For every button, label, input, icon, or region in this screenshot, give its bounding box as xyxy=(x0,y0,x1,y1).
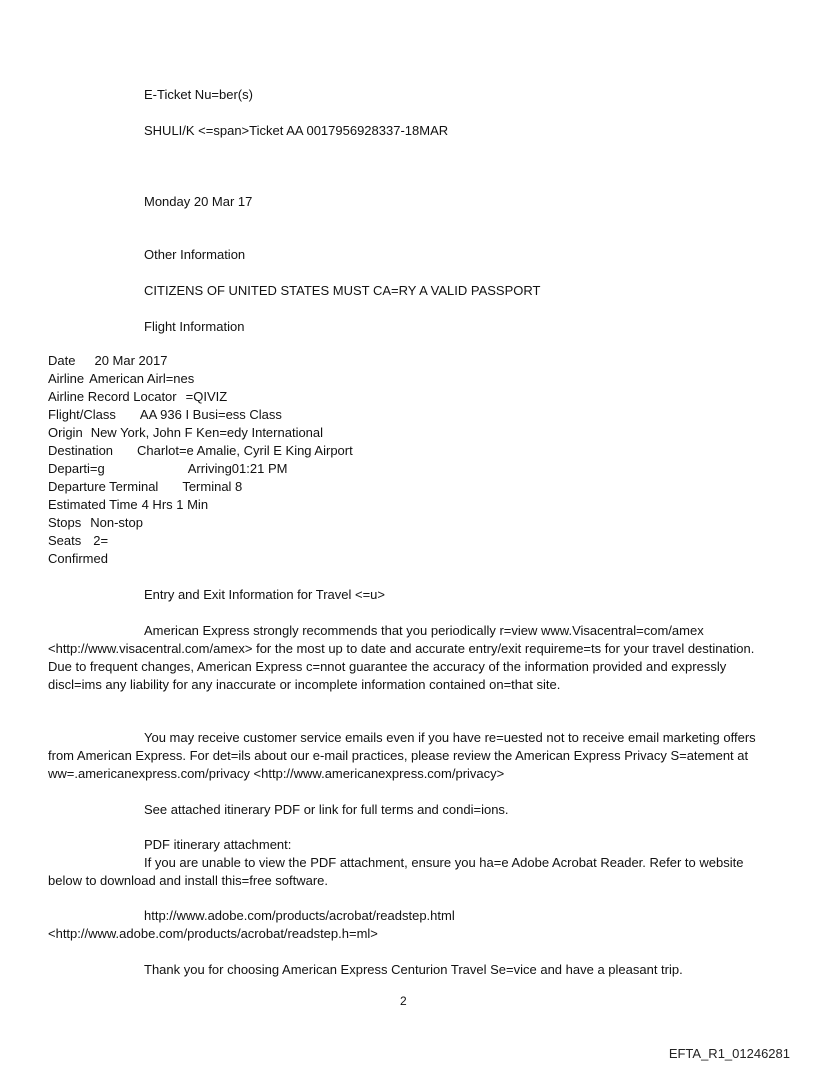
destination-value: Charlot=e Amalie, Cyril E King Airport xyxy=(137,443,353,458)
flight-details xyxy=(48,352,353,568)
flight-stops-row xyxy=(48,514,353,532)
class-label: Flight/Class xyxy=(48,407,116,422)
estimated-value: 4 Hrs 1 Min xyxy=(141,497,209,512)
adobe-link-alt[interactable]: <http://www.adobe.com/products/acrobat/readstep.h=ml> xyxy=(48,926,378,941)
pdf-text: If you are unable to view the PDF attachment, ensure you ha=e Adobe Acrobat Reader. Refer to website below to download and install this=free software. xyxy=(48,855,744,888)
locator-value: =QIVIZ xyxy=(185,389,228,404)
departing-label: Departi=g xyxy=(48,461,105,476)
flight-terminal-row xyxy=(48,478,353,496)
arriving-value: Arriving01:21 PM xyxy=(187,461,288,476)
terminal-value: Terminal 8 xyxy=(182,479,243,494)
airline-value: American Airl=nes xyxy=(89,371,195,386)
seats-label: Seats xyxy=(48,533,82,548)
entry-exit-heading: Entry and Exit Information for Travel <=u> xyxy=(144,587,385,602)
flight-estimated-row xyxy=(48,496,353,514)
flight-class-row xyxy=(48,406,353,424)
estimated-label: Estimated Time xyxy=(48,497,138,512)
adobe-link[interactable]: http://www.adobe.com/products/acrobat/readstep.html xyxy=(144,908,455,923)
citizens-notice: CITIZENS OF UNITED STATES MUST CA=RY A VALID PASSPORT xyxy=(144,283,541,298)
amex-recommend-paragraph xyxy=(48,622,770,694)
stops-value: Non-stop xyxy=(90,515,143,530)
page-number: 2 xyxy=(400,994,407,1008)
flight-info-heading: Flight Information xyxy=(144,319,245,334)
eticket-line: SHULI/K <=span>Ticket AA 0017956928337-18MAR xyxy=(144,123,449,138)
other-info-heading: Other Information xyxy=(144,247,246,262)
origin-label: Origin xyxy=(48,425,83,440)
seats-value: 2= xyxy=(93,533,109,548)
pdf-paragraph xyxy=(48,854,770,890)
see-attached-line: See attached itinerary PDF or link for full terms and condi=ions. xyxy=(144,802,509,817)
class-value: AA 936 I Busi=ess Class xyxy=(139,407,282,422)
date-value: 20 Mar 2017 xyxy=(94,353,168,368)
airline-label: Airline xyxy=(48,371,85,386)
stops-label: Stops xyxy=(48,515,82,530)
flight-destination-row xyxy=(48,442,353,460)
confirmed-status: Confirmed xyxy=(48,551,108,566)
thank-you-line: Thank you for choosing American Express Centurion Travel Se=vice and have a pleasant trip. xyxy=(144,962,683,977)
destination-label: Destination xyxy=(48,443,114,458)
emails-paragraph xyxy=(48,729,770,783)
date-heading: Monday 20 Mar 17 xyxy=(144,194,253,209)
flight-locator-row xyxy=(48,388,353,406)
flight-departing-row xyxy=(48,460,353,478)
flight-origin-row xyxy=(48,424,353,442)
document-id: EFTA_R1_01246281 xyxy=(668,1046,790,1061)
pdf-heading: PDF itinerary attachment: xyxy=(144,837,292,852)
locator-label: Airline Record Locator xyxy=(48,389,177,404)
flight-confirmed-row xyxy=(48,550,353,568)
origin-value: New York, John F Ken=edy International xyxy=(90,425,324,440)
terminal-label: Departure Terminal xyxy=(48,479,159,494)
emails-text: You may receive customer service emails even if you have re=uested not to receive email marketing offers from American Express. For det=ils about our e-mail practices, please review the American Express Privacy S=atement at ww=.americanexpress.com/privacy <http://www.americanexpress.com/privacy> xyxy=(48,730,756,781)
flight-date-row xyxy=(48,352,353,370)
date-label: Date xyxy=(48,353,76,368)
flight-seats-row xyxy=(48,532,353,550)
flight-airline-row xyxy=(48,370,353,388)
amex-recommend-text: American Express strongly recommends that you periodically r=view www.Visacentral=com/amex <http://www.visacentral.com/amex> for the most up to date and accurate entry/exit requireme=ts for your travel destination. Due to frequent changes, American Express c=nnot guarantee the accuracy of the information provided and expressly discl=ims any liability for any inaccurate or incomplete information contained on=that site. xyxy=(48,623,755,692)
eticket-heading: E-Ticket Nu=ber(s) xyxy=(144,87,253,102)
